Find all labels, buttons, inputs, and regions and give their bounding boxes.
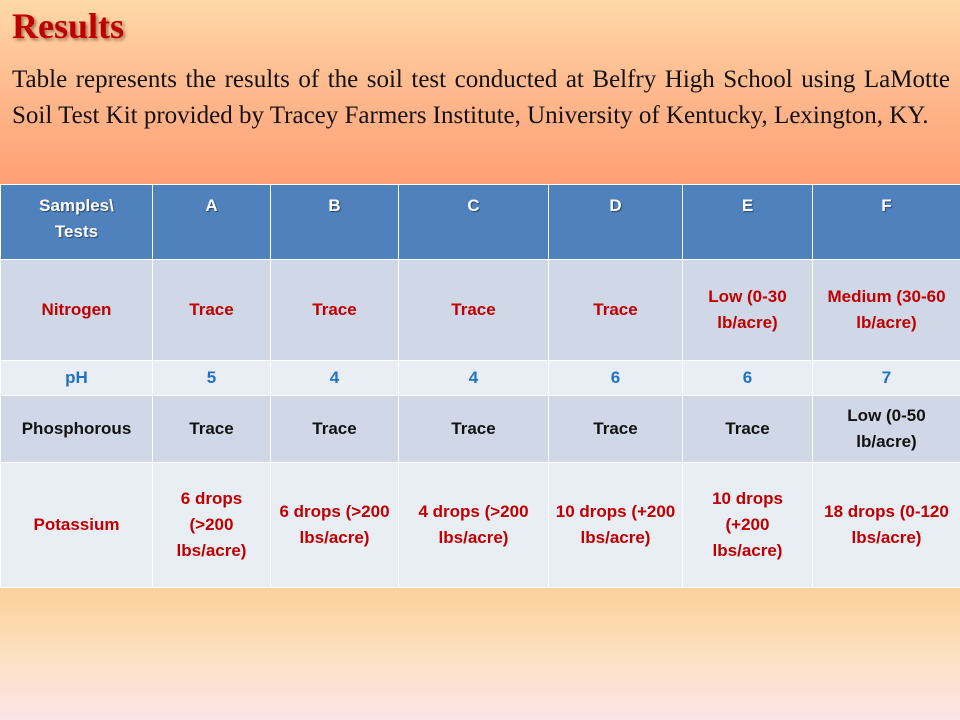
soil-test-results-table (0, 184, 960, 588)
sample-header-e: E (683, 185, 813, 260)
cell-phosphorous-f: Low (0-50 lb/acre) (813, 396, 960, 463)
corner-header-tests: Tests (54, 222, 99, 241)
intro-paragraph: Table represents the results of the soil test conducted at Belfry High School using LaMotte Soil Test Kit provided by Tracey Farmers Institute, University of Kentucky, Lexington, KY. (12, 66, 950, 129)
row-label-ph: pH (1, 361, 153, 396)
cell-ph-e: 6 (683, 361, 813, 396)
cell-potassium-f: 18 drops (0-120 lbs/acre) (813, 463, 960, 588)
cell-nitrogen-a: Trace (153, 260, 271, 361)
cell-ph-a: 5 (153, 361, 271, 396)
cell-nitrogen-c: Trace (399, 260, 549, 361)
sample-header-f: F (813, 185, 960, 260)
sample-header-b: B (271, 185, 399, 260)
cell-phosphorous-e: Trace (683, 396, 813, 463)
sample-header-a: A (153, 185, 271, 260)
cell-potassium-e: 10 drops (+200 lbs/acre) (683, 463, 813, 588)
sample-header-c: C (399, 185, 549, 260)
cell-potassium-d: 10 drops (+200 lbs/acre) (549, 463, 683, 588)
cell-phosphorous-a: Trace (153, 396, 271, 463)
cell-nitrogen-e: Low (0-30 lb/acre) (683, 260, 813, 361)
cell-ph-d: 6 (549, 361, 683, 396)
table-row-phosphorous (1, 396, 960, 463)
cell-phosphorous-b: Trace (271, 396, 399, 463)
table-row-ph (1, 361, 960, 396)
slide-title: Results (12, 6, 125, 46)
cell-ph-c: 4 (399, 361, 549, 396)
cell-phosphorous-d: Trace (549, 396, 683, 463)
sample-header-d: D (549, 185, 683, 260)
cell-ph-f: 7 (813, 361, 960, 396)
row-label-nitrogen: Nitrogen (1, 260, 153, 361)
row-label-potassium: Potassium (1, 463, 153, 588)
cell-potassium-a: 6 drops (>200 lbs/acre) (153, 463, 271, 588)
corner-header-cell (1, 185, 153, 260)
cell-nitrogen-d: Trace (549, 260, 683, 361)
row-label-phosphorous: Phosphorous (1, 396, 153, 463)
cell-nitrogen-f: Medium (30-60 lb/acre) (813, 260, 960, 361)
table-header-row (1, 185, 960, 260)
cell-ph-b: 4 (271, 361, 399, 396)
cell-potassium-b: 6 drops (>200 lbs/acre) (271, 463, 399, 588)
corner-header-samples: Samples\ (39, 196, 114, 215)
cell-nitrogen-b: Trace (271, 260, 399, 361)
cell-potassium-c: 4 drops (>200 lbs/acre) (399, 463, 549, 588)
table-row-nitrogen (1, 260, 960, 361)
table-row-potassium (1, 463, 960, 588)
cell-phosphorous-c: Trace (399, 396, 549, 463)
